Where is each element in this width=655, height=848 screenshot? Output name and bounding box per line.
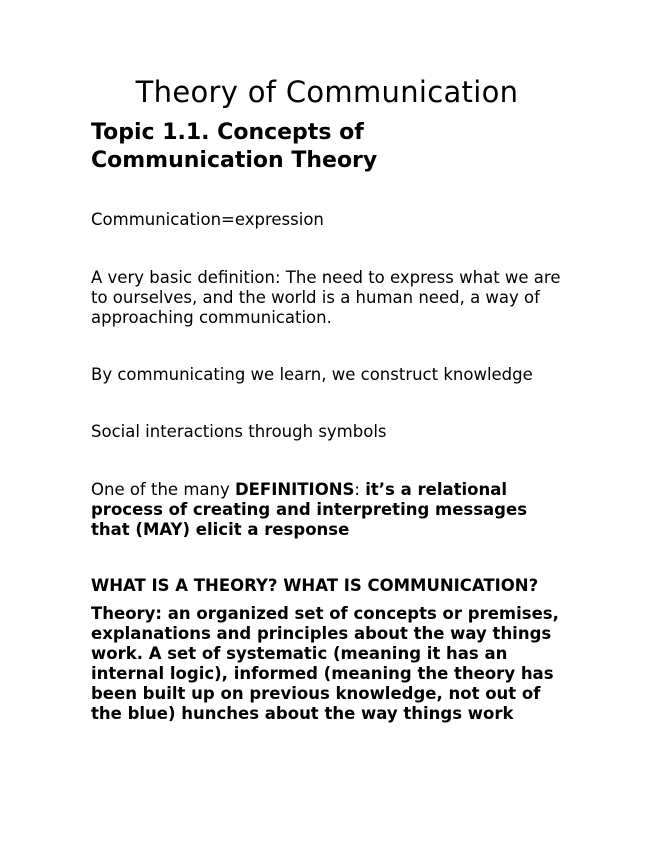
definitions-text: it’s a relational process of creating and interpreting messages that (MAY) elicit a response: [91, 480, 528, 539]
definitions-colon: :: [354, 480, 366, 499]
paragraph-construct-knowledge: By communicating we learn, we construct knowledge: [91, 365, 533, 384]
definitions-keyword: DEFINITIONS: [234, 480, 355, 499]
paragraph-basic-definition: A very basic definition: The need to express what we are to ourselves, and the world is a human need, a way of approaching communication.: [91, 268, 561, 327]
question-heading: WHAT IS A THEORY? WHAT IS COMMUNICATION?: [91, 576, 539, 595]
definitions-prefix: One of the many: [91, 480, 235, 499]
paragraph-social-interactions: Social interactions through symbols: [91, 422, 387, 441]
paragraph-definitions: [91, 480, 559, 540]
paragraph-theory-definition: Theory: an organized set of concepts or premises, explanations and principles about the way things work. A set of systematic (meaning it has an internal logic), informed (meaning the theory has been built up on previous knowledge, not out of the blue) hunches about the way things work: [91, 604, 559, 723]
topic-heading: Topic 1.1. Concepts of Communication Theory: [91, 120, 378, 173]
paragraph-communication-expression: Communication=expression: [91, 210, 324, 229]
document-title: Theory of Communication: [135, 75, 519, 109]
